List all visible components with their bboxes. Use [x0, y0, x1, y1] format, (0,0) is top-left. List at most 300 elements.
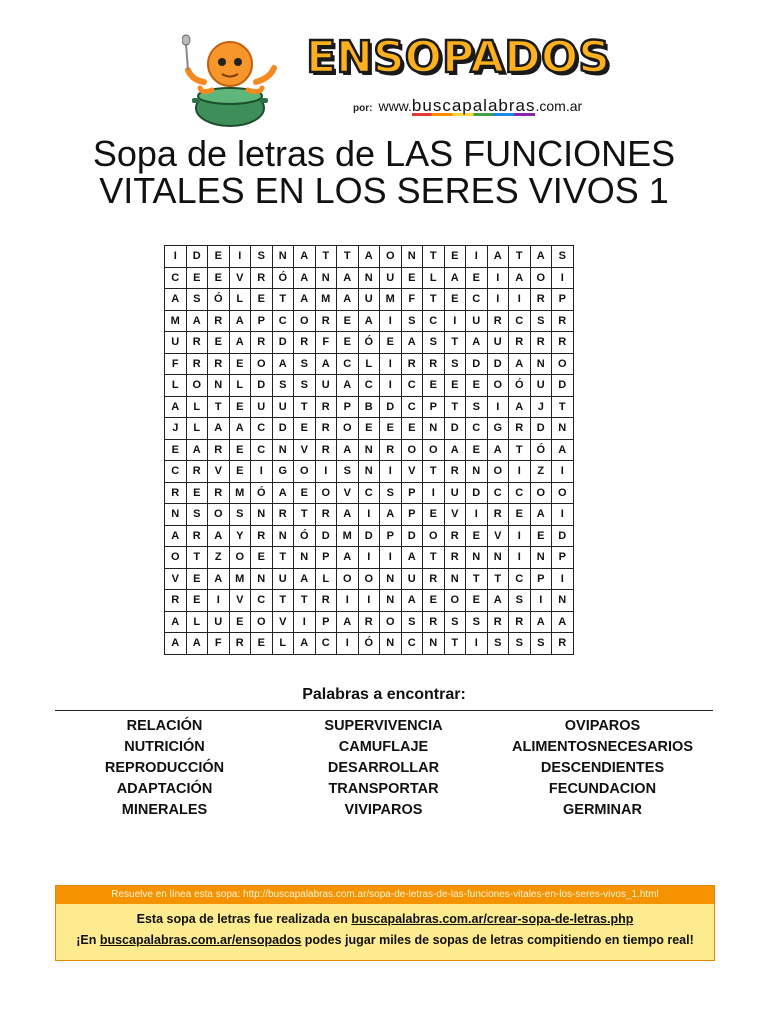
grid-cell: I: [208, 590, 230, 612]
byline-por: por:: [353, 103, 373, 114]
grid-cell: N: [272, 439, 294, 461]
grid-cell: R: [272, 504, 294, 526]
grid-cell: T: [272, 590, 294, 612]
grid-cell: R: [423, 568, 445, 590]
grid-cell: V: [337, 482, 359, 504]
grid-cell: E: [208, 267, 230, 289]
grid-cell: M: [229, 568, 251, 590]
grid-cell: T: [294, 396, 316, 418]
grid-cell: A: [208, 418, 230, 440]
grid-cell: I: [380, 547, 402, 569]
grid-cell: S: [530, 310, 552, 332]
grid-cell: S: [380, 482, 402, 504]
grid-cell: M: [337, 525, 359, 547]
word-column-3: [493, 716, 712, 821]
grid-row: [165, 353, 574, 375]
grid-cell: R: [487, 504, 509, 526]
grid-cell: R: [509, 418, 531, 440]
grid-cell: M: [229, 482, 251, 504]
grid-cell: C: [358, 482, 380, 504]
grid-cell: A: [487, 439, 509, 461]
grid-cell: A: [186, 310, 208, 332]
grid-cell: R: [444, 547, 466, 569]
grid-cell: R: [208, 310, 230, 332]
grid-cell: U: [466, 310, 488, 332]
grid-cell: D: [552, 375, 574, 397]
grid-cell: E: [466, 525, 488, 547]
grid-cell: I: [466, 246, 488, 268]
grid-cell: C: [401, 633, 423, 655]
grid-cell: A: [401, 547, 423, 569]
grid-cell: A: [401, 332, 423, 354]
grid-cell: N: [552, 418, 574, 440]
word-item: CAMUFLAJE: [338, 739, 429, 755]
footer-box: [55, 885, 715, 961]
grid-cell: N: [251, 568, 273, 590]
grid-cell: S: [294, 375, 316, 397]
grid-row: [165, 525, 574, 547]
grid-cell: D: [552, 525, 574, 547]
grid-cell: N: [272, 525, 294, 547]
grid-cell: C: [251, 418, 273, 440]
grid-row: [165, 611, 574, 633]
grid-cell: E: [186, 590, 208, 612]
grid-cell: J: [530, 396, 552, 418]
grid-cell: A: [466, 332, 488, 354]
grid-cell: N: [487, 547, 509, 569]
grid-cell: T: [423, 461, 445, 483]
grid-row: [165, 396, 574, 418]
word-item: TRANSPORTAR: [328, 781, 439, 797]
grid-cell: S: [509, 633, 531, 655]
grid-cell: A: [509, 267, 531, 289]
grid-cell: A: [165, 633, 187, 655]
grid-cell: R: [315, 439, 337, 461]
grid-cell: O: [229, 547, 251, 569]
grid-cell: N: [466, 547, 488, 569]
grid-cell: I: [251, 461, 273, 483]
grid-cell: T: [423, 246, 445, 268]
grid-cell: R: [251, 267, 273, 289]
grid-cell: U: [401, 568, 423, 590]
grid-cell: E: [401, 418, 423, 440]
grid-cell: D: [186, 246, 208, 268]
grid-cell: N: [294, 547, 316, 569]
grid-cell: V: [208, 461, 230, 483]
grid-cell: G: [487, 418, 509, 440]
online-solve-link[interactable]: Resuelve en línea esta sopa: http://buscapalabras.com.ar/sopa-de-letras-de-las-funciones-vitales-en-los-seres-vivos_1.html: [56, 886, 714, 904]
grid-cell: A: [165, 525, 187, 547]
grid-cell: L: [229, 375, 251, 397]
grid-row: [165, 418, 574, 440]
grid-cell: C: [509, 568, 531, 590]
word-item: SUPERVIVENCIA: [324, 718, 443, 734]
grid-cell: E: [186, 267, 208, 289]
grid-cell: S: [530, 633, 552, 655]
logo-text: ENSOPADOS: [306, 32, 610, 83]
grid-cell: N: [315, 267, 337, 289]
grid-cell: T: [186, 547, 208, 569]
grid-cell: F: [165, 353, 187, 375]
grid-cell: V: [229, 267, 251, 289]
grid-cell: E: [466, 267, 488, 289]
grid-cell: R: [509, 611, 531, 633]
grid-cell: E: [380, 418, 402, 440]
grid-cell: N: [530, 547, 552, 569]
grid-cell: I: [466, 504, 488, 526]
grid-cell: D: [401, 525, 423, 547]
grid-cell: O: [444, 590, 466, 612]
grid-cell: I: [466, 633, 488, 655]
word-item: RELACIÓN: [126, 718, 203, 734]
grid-cell: S: [487, 633, 509, 655]
grid-cell: I: [509, 525, 531, 547]
create-puzzle-link[interactable]: buscapalabras.com.ar/crear-sopa-de-letras.php: [351, 912, 634, 926]
grid-cell: C: [509, 482, 531, 504]
grid-cell: R: [358, 611, 380, 633]
grid-cell: O: [487, 461, 509, 483]
grid-cell: N: [380, 590, 402, 612]
title-line-1: Sopa de letras de LAS FUNCIONES: [92, 133, 676, 174]
grid-cell: E: [444, 375, 466, 397]
grid-cell: O: [487, 375, 509, 397]
grid-cell: A: [294, 633, 316, 655]
grid-cell: A: [444, 439, 466, 461]
grid-cell: A: [337, 504, 359, 526]
grid-cell: Ó: [251, 482, 273, 504]
grid-cell: U: [315, 375, 337, 397]
grid-cell: A: [337, 375, 359, 397]
grid-cell: C: [165, 267, 187, 289]
grid-cell: P: [337, 396, 359, 418]
grid-cell: E: [401, 267, 423, 289]
grid-cell: O: [251, 611, 273, 633]
grid-cell: V: [401, 461, 423, 483]
grid-cell: E: [466, 590, 488, 612]
grid-cell: I: [380, 353, 402, 375]
footer-line-2-post: podes jugar miles de sopas de letras compitiendo en tiempo real!: [301, 933, 694, 947]
grid-cell: O: [337, 418, 359, 440]
grid-row: [165, 590, 574, 612]
grid-cell: O: [423, 439, 445, 461]
grid-cell: N: [208, 375, 230, 397]
grid-row: [165, 289, 574, 311]
grid-cell: E: [165, 439, 187, 461]
grid-cell: E: [229, 439, 251, 461]
grid-cell: I: [315, 461, 337, 483]
grid-cell: A: [186, 633, 208, 655]
divider: [55, 710, 713, 711]
grid-cell: A: [487, 590, 509, 612]
grid-cell: T: [444, 396, 466, 418]
grid-cell: N: [251, 504, 273, 526]
grid-cell: R: [186, 525, 208, 547]
grid-cell: M: [315, 289, 337, 311]
grid-cell: L: [165, 375, 187, 397]
grid-cell: R: [251, 525, 273, 547]
grid-cell: U: [530, 375, 552, 397]
grid-cell: R: [315, 396, 337, 418]
grid-cell: R: [509, 332, 531, 354]
grid-cell: C: [509, 310, 531, 332]
grid-cell: G: [272, 461, 294, 483]
grid-cell: I: [423, 482, 445, 504]
grid-cell: V: [444, 504, 466, 526]
grid-cell: E: [466, 439, 488, 461]
grid-cell: U: [444, 482, 466, 504]
grid-cell: S: [401, 310, 423, 332]
grid-cell: P: [530, 568, 552, 590]
grid-cell: U: [272, 568, 294, 590]
grid-cell: R: [315, 310, 337, 332]
grid-row: [165, 461, 574, 483]
grid-cell: Ó: [358, 332, 380, 354]
grid-cell: R: [208, 353, 230, 375]
grid-cell: C: [401, 375, 423, 397]
word-item: FECUNDACION: [548, 781, 657, 797]
grid-row: [165, 332, 574, 354]
grid-cell: T: [208, 396, 230, 418]
grid-cell: R: [186, 353, 208, 375]
word-item: REPRODUCCIÓN: [104, 760, 225, 776]
grid-cell: S: [186, 504, 208, 526]
grid-cell: R: [444, 525, 466, 547]
grid-cell: F: [401, 289, 423, 311]
word-item: ADAPTACIÓN: [116, 781, 213, 797]
grid-cell: T: [444, 633, 466, 655]
grid-cell: A: [165, 611, 187, 633]
grid-cell: E: [294, 418, 316, 440]
grid-cell: V: [229, 590, 251, 612]
grid-cell: I: [358, 590, 380, 612]
grid-cell: S: [509, 590, 531, 612]
word-item: NUTRICIÓN: [124, 739, 205, 755]
grid-cell: O: [401, 439, 423, 461]
grid-cell: P: [401, 482, 423, 504]
grid-cell: A: [552, 439, 574, 461]
octopus-mascot-icon: [182, 30, 282, 130]
grid-cell: N: [380, 633, 402, 655]
grid-row: [165, 310, 574, 332]
grid-cell: U: [487, 332, 509, 354]
grid-cell: E: [186, 568, 208, 590]
grid-cell: Z: [530, 461, 552, 483]
grid-cell: P: [423, 396, 445, 418]
word-item: OVIPAROS: [564, 718, 641, 734]
byline-brand: buscapalabras: [412, 96, 536, 119]
grid-cell: A: [315, 353, 337, 375]
grid-cell: C: [487, 482, 509, 504]
grid-cell: E: [229, 396, 251, 418]
grid-cell: S: [423, 332, 445, 354]
grid-cell: A: [337, 439, 359, 461]
grid-cell: P: [401, 504, 423, 526]
grid-row: [165, 246, 574, 268]
grid-cell: I: [294, 611, 316, 633]
grid-cell: A: [337, 289, 359, 311]
grid-cell: O: [186, 375, 208, 397]
footer-line-1: [56, 912, 714, 926]
grid-cell: T: [294, 504, 316, 526]
footer-line-1-text: Esta sopa de letras fue realizada en: [136, 912, 352, 926]
grid-cell: Ó: [509, 375, 531, 397]
footer-line-2: [56, 933, 714, 947]
grid-cell: A: [358, 310, 380, 332]
byline: [353, 96, 582, 118]
grid-cell: I: [380, 461, 402, 483]
grid-cell: U: [208, 611, 230, 633]
ensopados-link[interactable]: buscapalabras.com.ar/ensopados: [99, 933, 302, 947]
grid-cell: D: [380, 396, 402, 418]
grid-cell: S: [186, 289, 208, 311]
grid-cell: T: [423, 289, 445, 311]
grid-cell: Ó: [272, 267, 294, 289]
word-column-2: [274, 716, 493, 821]
grid-cell: A: [552, 611, 574, 633]
grid-cell: R: [229, 633, 251, 655]
grid-cell: T: [272, 547, 294, 569]
grid-cell: F: [315, 332, 337, 354]
grid-cell: E: [251, 633, 273, 655]
grid-cell: A: [229, 418, 251, 440]
grid-cell: I: [552, 461, 574, 483]
grid-cell: P: [552, 547, 574, 569]
footer-line-2-pre: ¡En: [76, 933, 100, 947]
grid-cell: N: [358, 267, 380, 289]
grid-cell: J: [165, 418, 187, 440]
grid-cell: D: [272, 332, 294, 354]
grid-cell: L: [315, 568, 337, 590]
grid-cell: P: [315, 547, 337, 569]
grid-cell: R: [186, 461, 208, 483]
grid-cell: Ó: [208, 289, 230, 311]
grid-cell: E: [444, 289, 466, 311]
grid-cell: I: [487, 289, 509, 311]
grid-cell: E: [530, 525, 552, 547]
grid-cell: A: [229, 332, 251, 354]
grid-cell: A: [294, 289, 316, 311]
grid-cell: N: [423, 418, 445, 440]
title-line-2: VITALES EN LOS SERES VIVOS 1: [99, 170, 669, 211]
grid-cell: U: [358, 289, 380, 311]
grid-cell: A: [487, 246, 509, 268]
grid-cell: O: [251, 353, 273, 375]
grid-cell: T: [509, 439, 531, 461]
grid-cell: N: [423, 633, 445, 655]
grid-cell: E: [208, 332, 230, 354]
grid-cell: T: [552, 396, 574, 418]
grid-row: [165, 375, 574, 397]
grid-cell: I: [165, 246, 187, 268]
grid-cell: A: [272, 482, 294, 504]
grid-cell: N: [272, 246, 294, 268]
grid-cell: L: [272, 633, 294, 655]
grid-cell: E: [509, 504, 531, 526]
grid-cell: N: [552, 590, 574, 612]
grid-cell: O: [380, 611, 402, 633]
grid-cell: A: [165, 396, 187, 418]
grid-cell: L: [423, 267, 445, 289]
grid-cell: T: [487, 568, 509, 590]
grid-cell: E: [423, 504, 445, 526]
grid-cell: C: [165, 461, 187, 483]
word-item: GERMINAR: [563, 802, 642, 818]
grid-cell: A: [337, 611, 359, 633]
grid-cell: A: [337, 547, 359, 569]
grid-cell: S: [552, 246, 574, 268]
word-item: MINERALES: [121, 802, 208, 818]
grid-cell: E: [251, 547, 273, 569]
grid-cell: I: [380, 310, 402, 332]
grid-cell: R: [401, 353, 423, 375]
letter-grid: [164, 245, 574, 655]
grid-cell: R: [552, 332, 574, 354]
grid-cell: O: [165, 547, 187, 569]
grid-cell: A: [208, 568, 230, 590]
grid-cell: I: [229, 246, 251, 268]
grid-cell: A: [272, 353, 294, 375]
grid-cell: N: [358, 439, 380, 461]
grid-cell: E: [423, 590, 445, 612]
grid-cell: N: [380, 568, 402, 590]
grid-cell: I: [509, 289, 531, 311]
grid-cell: R: [423, 353, 445, 375]
grid-cell: P: [251, 310, 273, 332]
grid-cell: R: [552, 633, 574, 655]
grid-cell: A: [444, 267, 466, 289]
grid-cell: T: [272, 289, 294, 311]
grid-cell: O: [294, 461, 316, 483]
grid-cell: N: [401, 246, 423, 268]
word-column-1: [55, 716, 274, 821]
grid-cell: E: [208, 246, 230, 268]
grid-cell: T: [423, 547, 445, 569]
grid-cell: C: [401, 396, 423, 418]
grid-cell: A: [401, 590, 423, 612]
grid-cell: L: [186, 396, 208, 418]
grid-cell: I: [358, 504, 380, 526]
grid-cell: S: [466, 396, 488, 418]
grid-cell: S: [337, 461, 359, 483]
grid-cell: C: [337, 353, 359, 375]
grid-cell: S: [229, 504, 251, 526]
grid-cell: U: [272, 396, 294, 418]
grid-cell: R: [165, 482, 187, 504]
grid-cell: I: [487, 267, 509, 289]
grid-cell: I: [337, 590, 359, 612]
grid-cell: R: [165, 590, 187, 612]
grid-cell: O: [552, 353, 574, 375]
grid-cell: L: [358, 353, 380, 375]
grid-cell: A: [509, 353, 531, 375]
grid-cell: N: [358, 461, 380, 483]
grid-cell: S: [294, 353, 316, 375]
grid-cell: E: [423, 375, 445, 397]
byline-tld: .com.ar: [535, 98, 583, 114]
grid-cell: P: [380, 525, 402, 547]
grid-cell: R: [315, 504, 337, 526]
grid-cell: N: [530, 353, 552, 375]
grid-cell: M: [380, 289, 402, 311]
grid-cell: R: [208, 482, 230, 504]
grid-cell: P: [552, 289, 574, 311]
grid-cell: V: [487, 525, 509, 547]
grid-cell: I: [530, 590, 552, 612]
grid-cell: V: [165, 568, 187, 590]
grid-cell: E: [358, 418, 380, 440]
grid-cell: C: [251, 439, 273, 461]
grid-cell: S: [444, 611, 466, 633]
